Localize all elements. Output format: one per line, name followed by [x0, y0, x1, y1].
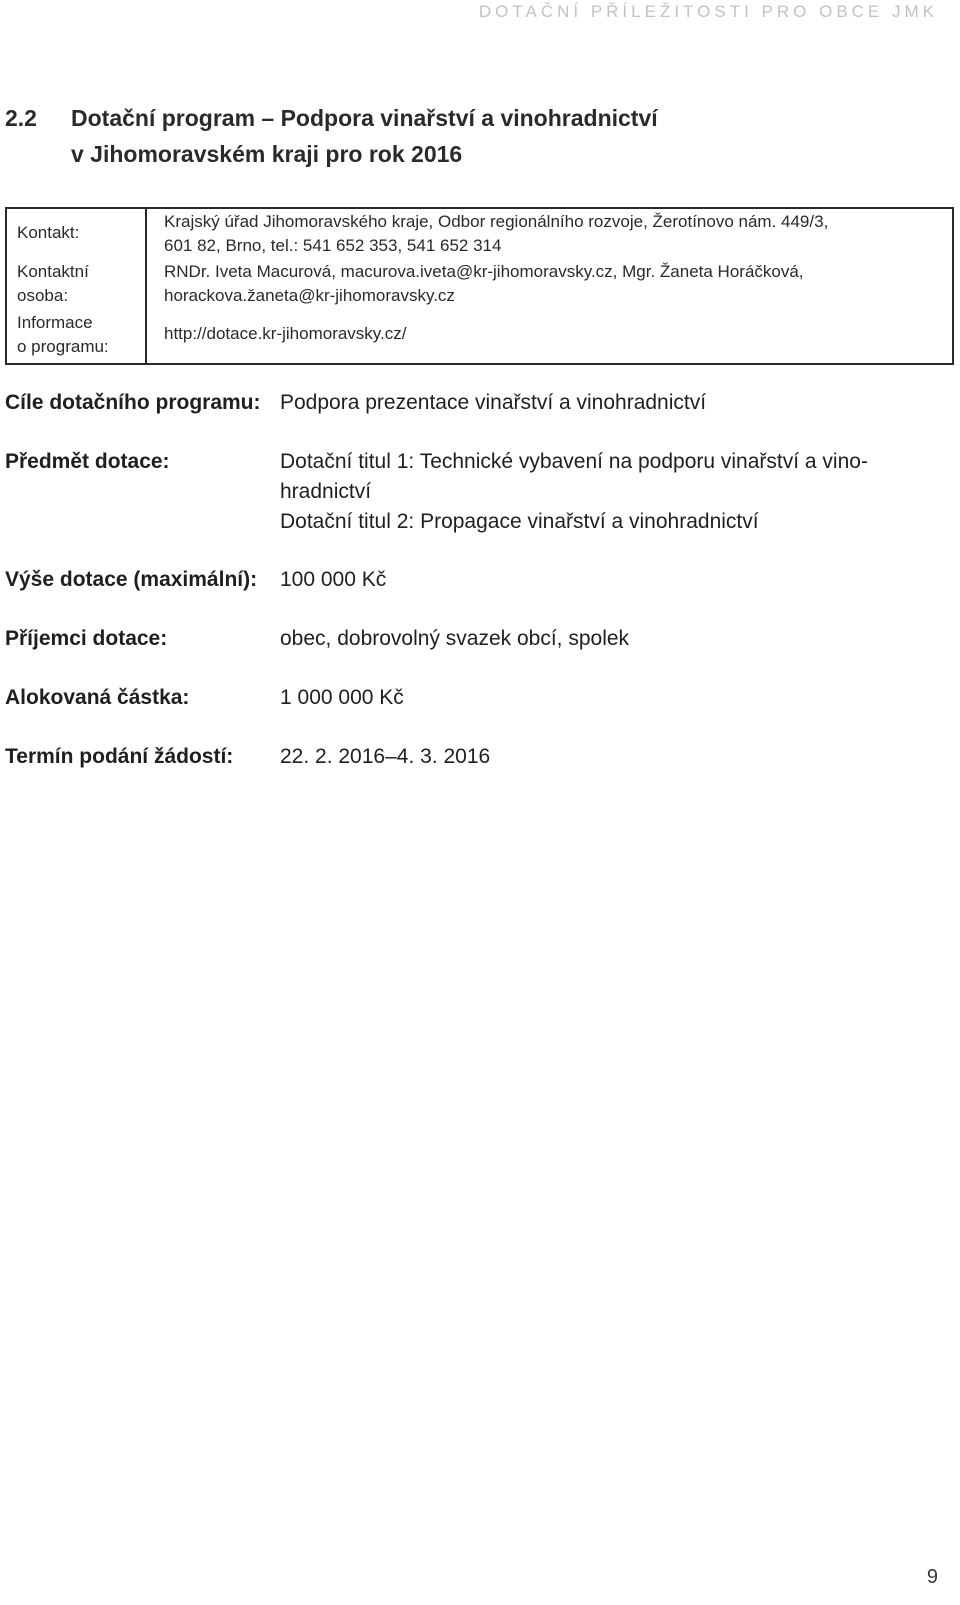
kontaktni-osoba-value-line-2: horackova.žaneta@kr-jihomoravsky.cz [164, 286, 455, 305]
section-title-line-2: v Jihomoravském kraji pro rok 2016 [71, 141, 463, 167]
informace-label-line-2: o programu: [17, 337, 109, 356]
alokovana-value: 1 000 000 Kč [280, 686, 404, 709]
kontaktni-osoba-label [17, 260, 137, 308]
informace-label [17, 311, 137, 359]
kontaktni-osoba-label-line-2: osoba: [17, 286, 69, 305]
predmet-value-line-3: Dotační titul 2: Propagace vinařství a vinohradnictví [280, 510, 759, 533]
section-title [71, 100, 831, 172]
informace-label-line-1: Informace [17, 313, 93, 332]
cile-label: Cíle dotačního programu: [5, 391, 261, 414]
running-header: DOTAČNÍ PŘÍLEŽITOSTI PRO OBCE JMK [478, 2, 938, 21]
section-title-line-1: Dotační program – Podpora vinařství a vinohradnictví [71, 105, 658, 131]
contact-box [5, 207, 954, 365]
vyse-label: Výše dotace (maximální): [5, 568, 258, 591]
prijemci-value: obec, dobrovolný svazek obcí, spolek [280, 627, 630, 650]
termin-label: Termín podání žádostí: [5, 745, 234, 768]
section-number: 2.2 [5, 105, 37, 131]
alokovana-label: Alokovaná částka: [5, 686, 190, 709]
program-url[interactable]: http://dotace.kr-jihomoravsky.cz/ [164, 324, 407, 343]
cile-value: Podpora prezentace vinařství a vinohradnictví [280, 391, 707, 414]
kontaktni-osoba-value [164, 260, 944, 308]
kontakt-value [164, 210, 944, 258]
prijemci-label: Příjemci dotace: [5, 627, 168, 650]
kontakt-label: Kontakt: [17, 223, 80, 242]
contact-box-divider [145, 209, 147, 363]
predmet-value-line-2: hradnictví [280, 480, 372, 503]
kontaktni-osoba-label-line-1: Kontaktní [17, 262, 89, 281]
termin-value: 22. 2. 2016–4. 3. 2016 [280, 745, 491, 768]
predmet-value-line-1: Dotační titul 1: Technické vybavení na podporu vinařství a vino- [280, 450, 868, 473]
vyse-value: 100 000 Kč [280, 568, 387, 591]
predmet-label: Předmět dotace: [5, 450, 170, 473]
page-number: 9 [926, 1566, 938, 1588]
predmet-value [280, 447, 940, 537]
kontakt-value-line-1: Krajský úřad Jihomoravského kraje, Odbor regionálního rozvoje, Žerotínovo nám. 449/3, [164, 212, 829, 231]
kontaktni-osoba-value-line-1: RNDr. Iveta Macurová, macurova.iveta@kr-jihomoravsky.cz, Mgr. Žaneta Horáčková, [164, 262, 804, 281]
kontakt-value-line-2: 601 82, Brno, tel.: 541 652 353, 541 652 314 [164, 236, 502, 255]
